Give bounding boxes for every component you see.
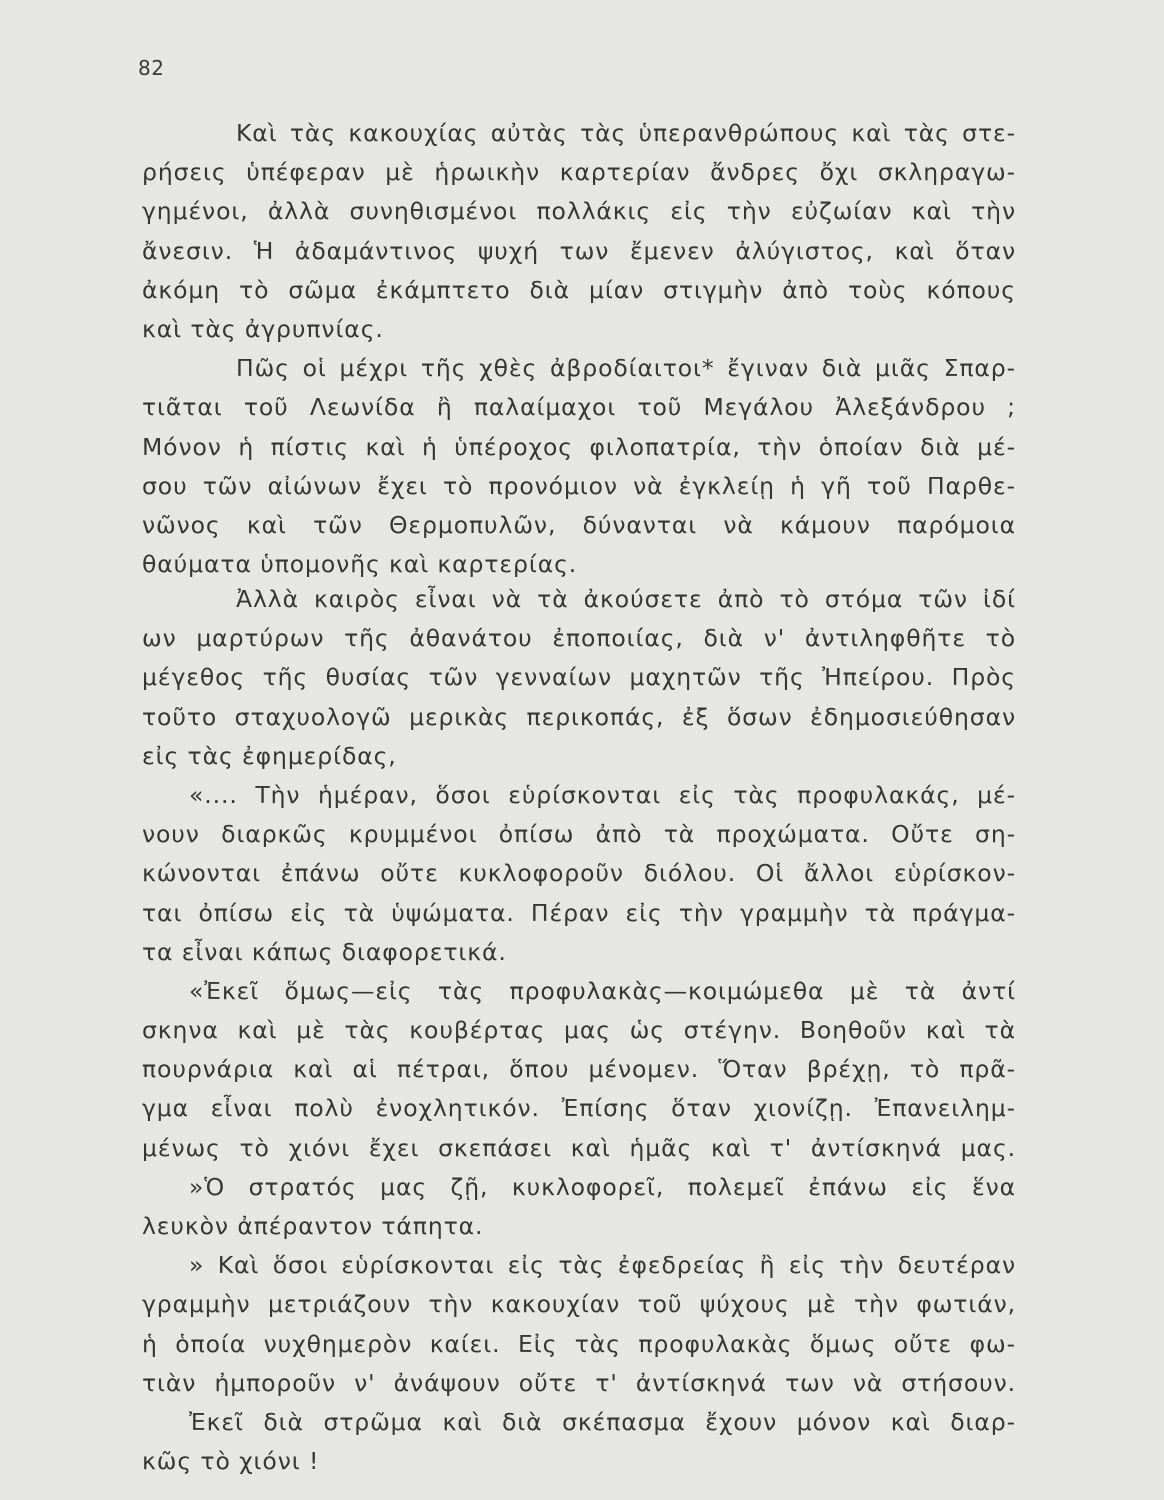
text-line: κῶς τὸ χιόνι ! xyxy=(142,1447,320,1476)
text-line: Ἐκεῖ διὰ στρῶμα καὶ διὰ σκέπασμα ἔχουν μόνον καὶ διαρ- xyxy=(189,1407,1016,1436)
text-line: ται ὀπίσω εἰς τὰ ὑψώματα. Πέραν εἰς τὴν γραμμὴν τὰ πράγμα- xyxy=(142,898,1016,927)
text-line: τα εἶναι κάπως διαφορετικά. xyxy=(142,937,507,966)
text-line: Ἀλλὰ καιρὸς εἶναι νὰ τὰ ἀκούσετε ἀπὸ τὸ στόμα τῶν ἰδί xyxy=(236,585,1016,613)
text-line: σου τῶν αἰώνων ἔχει τὸ προνόμιον νὰ ἐγκλείῃ ἡ γῆ τοῦ Παρθε- xyxy=(142,471,1016,500)
text-line: τιᾶται τοῦ Λεωνίδα ἢ παλαίμαχοι τοῦ Μεγάλου Ἀλεξάνδρου ; xyxy=(142,393,1016,422)
text-line: νῶνος καὶ τῶν Θερμοπυλῶν, δύνανται νὰ κάμουν παρόμοια xyxy=(142,510,1016,539)
text-line: σκηνα καὶ μὲ τὰς κουβέρτας μας ὡς στέγην. Βοηθοῦν καὶ τὰ xyxy=(142,1016,1016,1045)
text-line: γμα εἶναι πολὺ ἐνοχλητικόν. Ἐπίσης ὅταν χιονίζῃ. Ἐπανειλημ- xyxy=(142,1094,1016,1123)
text-line: μέγεθος τῆς θυσίας τῶν γενναίων μαχητῶν τῆς Ἠπείρου. Πρὸς xyxy=(142,663,1016,692)
text-line: «.... Τὴν ἡμέραν, ὅσοι εὑρίσκονται εἰς τὰς προφυλακάς, μέ- xyxy=(189,780,1016,809)
text-line: πουρνάρια καὶ αἱ πέτραι, ὅπου μένομεν. Ὅταν βρέχῃ, τὸ πρᾶ- xyxy=(142,1055,1016,1084)
text-line: «Ἐκεῖ ὅμως—εἰς τὰς προφυλακὰς—κοιμώμεθα μὲ τὰ ἀντί xyxy=(189,976,1016,1005)
text-line: Μόνον ἡ πίστις καὶ ἡ ὑπέροχος φιλοπατρία, τὴν ὁποίαν διὰ μέ- xyxy=(142,432,1016,461)
paragraph-block-1 xyxy=(142,114,1016,584)
text-line: ἀκόμη τὸ σῶμα ἐκάμπτετο διὰ μίαν στιγμὴν ἀπὸ τοὺς κόπους xyxy=(142,275,1016,304)
text-line: μένως τὸ χιόνι ἔχει σκεπάσει καὶ ἡμᾶς καὶ τ' ἀντίσκηνά μας. xyxy=(142,1133,1016,1162)
text-line: θαύματα ὑπομονῆς καὶ καρτερίας. xyxy=(142,550,578,579)
text-line: »Ὁ στρατός μας ζῇ, κυκλοφορεῖ, πολεμεῖ ἐπάνω εἰς ἕνα xyxy=(189,1172,1016,1201)
page-number: 82 xyxy=(138,56,165,80)
text-line: ων μαρτύρων τῆς ἀθανάτου ἐποποιίας, διὰ ν' ἀντιληφθῆτε τὸ xyxy=(142,624,1016,653)
text-line: τοῦτο σταχυολογῶ μερικὰς περικοπάς, ἐξ ὅσων ἐδημοσιεύθησαν xyxy=(142,702,1016,731)
text-line: κώνονται ἐπάνω οὔτε κυκλοφοροῦν διόλου. Οἱ ἄλλοι εὑρίσκον- xyxy=(142,859,1016,888)
text-line: ἄνεσιν. Ἡ ἀδαμάντινος ψυχή των ἔμενεν ἀλύγιστος, καὶ ὅταν xyxy=(142,236,1016,265)
text-line: » Καὶ ὅσοι εὑρίσκονται εἰς τὰς ἐφεδρείας ἢ εἰς τὴν δευτέραν xyxy=(189,1251,1016,1280)
text-line: καὶ τὰς ἀγρυπνίας. xyxy=(142,314,384,343)
text-line: Πῶς οἱ μέχρι τῆς χθὲς ἀβροδίαιτοι* ἔγιναν διὰ μιᾶς Σπαρ- xyxy=(236,354,1016,383)
text-line: γημένοι, ἀλλὰ συνηθισμένοι πολλάκις εἰς τὴν εὐζωίαν καὶ τὴν xyxy=(142,197,1016,226)
text-line: ἡ ὁποία νυχθημερὸν καίει. Εἰς τὰς προφυλακὰς ὅμως οὔτε φω- xyxy=(142,1329,1016,1358)
text-line: Καὶ τὰς κακουχίας αὐτὰς τὰς ὑπερανθρώπους καὶ τὰς στε- xyxy=(236,119,1016,147)
text-line: εἰς τὰς ἐφημερίδας, xyxy=(142,741,397,770)
text-line: γραμμὴν μετριάζουν τὴν κακουχίαν τοῦ ψύχους μὲ τὴν φωτιάν, xyxy=(142,1290,1016,1319)
text-line: ρήσεις ὑπέφεραν μὲ ἡρωικὴν καρτερίαν ἄνδρες ὄχι σκληραγω- xyxy=(142,158,1016,187)
text-line: νουν διαρκῶς κρυμμένοι ὀπίσω ἀπὸ τὰ προχώματα. Οὔτε ση- xyxy=(142,820,1016,849)
text-line: λευκὸν ἀπέραντον τάπητα. xyxy=(142,1212,484,1240)
paragraph-block-2 xyxy=(142,580,1016,1481)
text-line: τιὰν ἠμποροῦν ν' ἀνάψουν οὔτε τ' ἀντίσκηνά των νὰ στήσουν. xyxy=(142,1368,1016,1397)
